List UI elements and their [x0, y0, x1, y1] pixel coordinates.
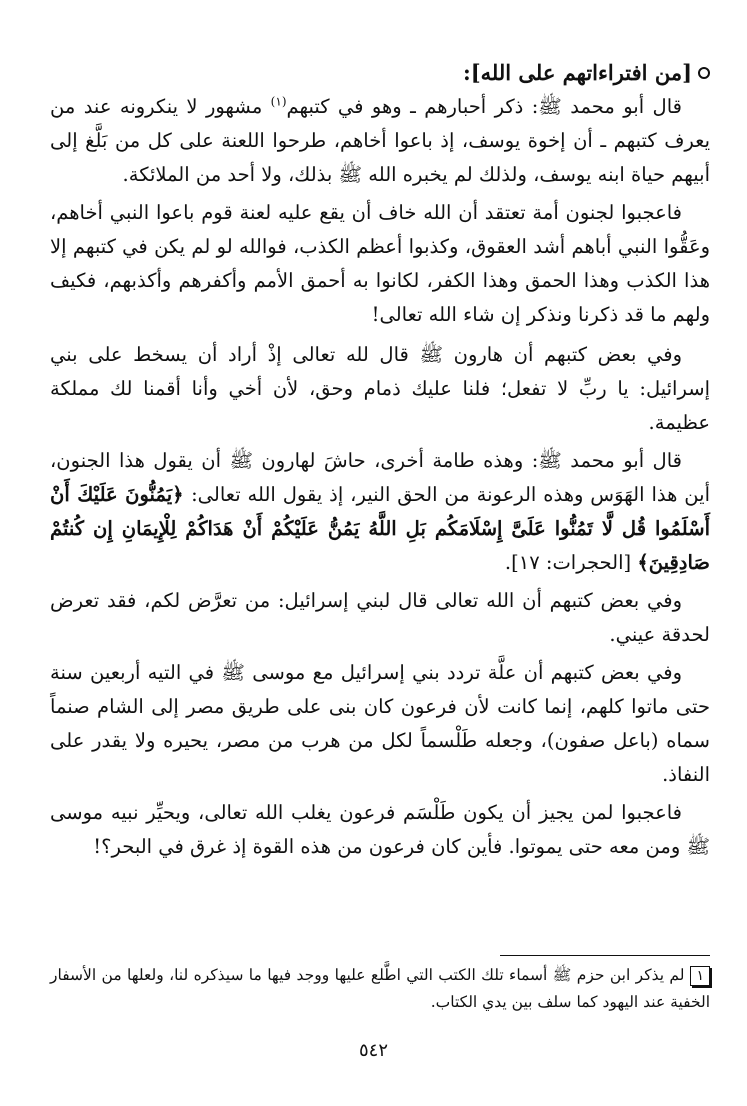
- paragraph-1-text-a: قال أبو محمد ﷺ: ذكر أحبارهم ـ وهو في كتبهم: [286, 95, 682, 118]
- page-number: ٥٤٢: [358, 1040, 388, 1061]
- paragraph-7: فاعجبوا لمن يجيز أن يكون طَلْسَم فرعون يغلب الله تعالى، ويحيِّر نبيه موسى ﷺ ومن معه حتى يموتوا. فأين كان فرعون من هذه القوة إذ غرق في البحر؟!: [50, 801, 710, 858]
- footnote-divider: [500, 955, 710, 956]
- section-heading: [50, 58, 710, 88]
- quran-reference: [الحجرات: ١٧].: [504, 551, 638, 574]
- paragraph-4-text: قال أبو محمد ﷺ: وهذه طامة أخرى، حاشَ لهارون ﷺ أن يقول هذا الجنون، أين هذا الهَوَس وهذه الرعونة من الحق النير، إذ يقول الله تعالى:: [50, 449, 710, 506]
- paragraph-4: [50, 444, 710, 580]
- paragraph-5: وفي بعض كتبهم أن الله تعالى قال لبني إسرائيل: من تعرَّض لكم، فقد تعرض لحدقة عيني.: [50, 589, 710, 646]
- footnote-ref[interactable]: (١): [270, 94, 287, 109]
- paragraph-1: [50, 90, 710, 192]
- paragraph-6: وفي بعض كتبهم أن علَّة تردد بني إسرائيل مع موسى ﷺ في التيه أربعين سنة حتى ماتوا كلهم، إنما كانت لأن فرعون كان بنى على طريق مصر إلى الشام صنماً سماه (باعل صفون)، وجعله طَلْسماً لكل من هرب من مصر، يحيره ولا يقدر على النفاذ.: [50, 661, 710, 786]
- paragraph-3: وفي بعض كتبهم أن هارون ﷺ قال لله تعالى إذْ أراد أن يسخط على بني إسرائيل: يا ربِّ لا تفعل؛ فلنا عليك ذمام وحق، لأن أخي وأنا أقمنا لك مملكة عظيمة.: [50, 343, 710, 434]
- section-heading-text: [من افتراءاتهم على الله]:: [462, 60, 692, 85]
- paragraph-1-text-b: مشهور لا ينكرونه عند من يعرف كتبهم ـ أن إخوة يوسف، إذ باعوا أخاهم، طرحوا اللعنة على كل من بَلَّغ إلى أبيهم حياة ابنه يوسف، ولذلك لم يخبره الله ﷺ بذلك، ولا أحد من الملائكة.: [50, 95, 710, 186]
- quran-verse: ﴿يَمُنُّونَ عَلَيْكَ أَنْ أَسْلَمُوا قُل لَّا تَمُنُّوا عَلَىَّ إِسْلَامَكُم بَلِ اللَّهُ يَمُنُّ عَلَيْكُمْ أَنْ هَدَاكُمْ لِلْإِيمَانِ إِن كُنتُمْ صَادِقِينَ﴾: [50, 483, 710, 574]
- footnote-text: لم يذكر ابن حزم ﷺ أسماء تلك الكتب التي اطَّلع عليها ووجد فيها ما سيذكره لنا، ولعلها من الأسفار الخفية عند اليهود كما سلف بين يدي الكتاب.: [50, 966, 710, 1011]
- paragraph-2: فاعجبوا لجنون أمة تعتقد أن الله خاف أن يقع عليه لعنة قوم باعوا النبي أخاهم، وعَقُّوا النبي أباهم أشد العقوق، وكذبوا أعظم الكذب، فوالله لو لم يكن في كتبهم إلا هذا الكذب وهذا الحمق وهذا الكفر، لكانوا به أحمق الأمم وأكفرهم وأكذبهم، فكيف ولهم ما قد ذكرنا ونذكر إن شاء الله تعالى!: [50, 201, 710, 326]
- circle-bullet-icon: [698, 67, 710, 79]
- footnote-number: ١: [690, 966, 710, 986]
- footnote: [50, 962, 710, 1016]
- page-body: [50, 58, 710, 868]
